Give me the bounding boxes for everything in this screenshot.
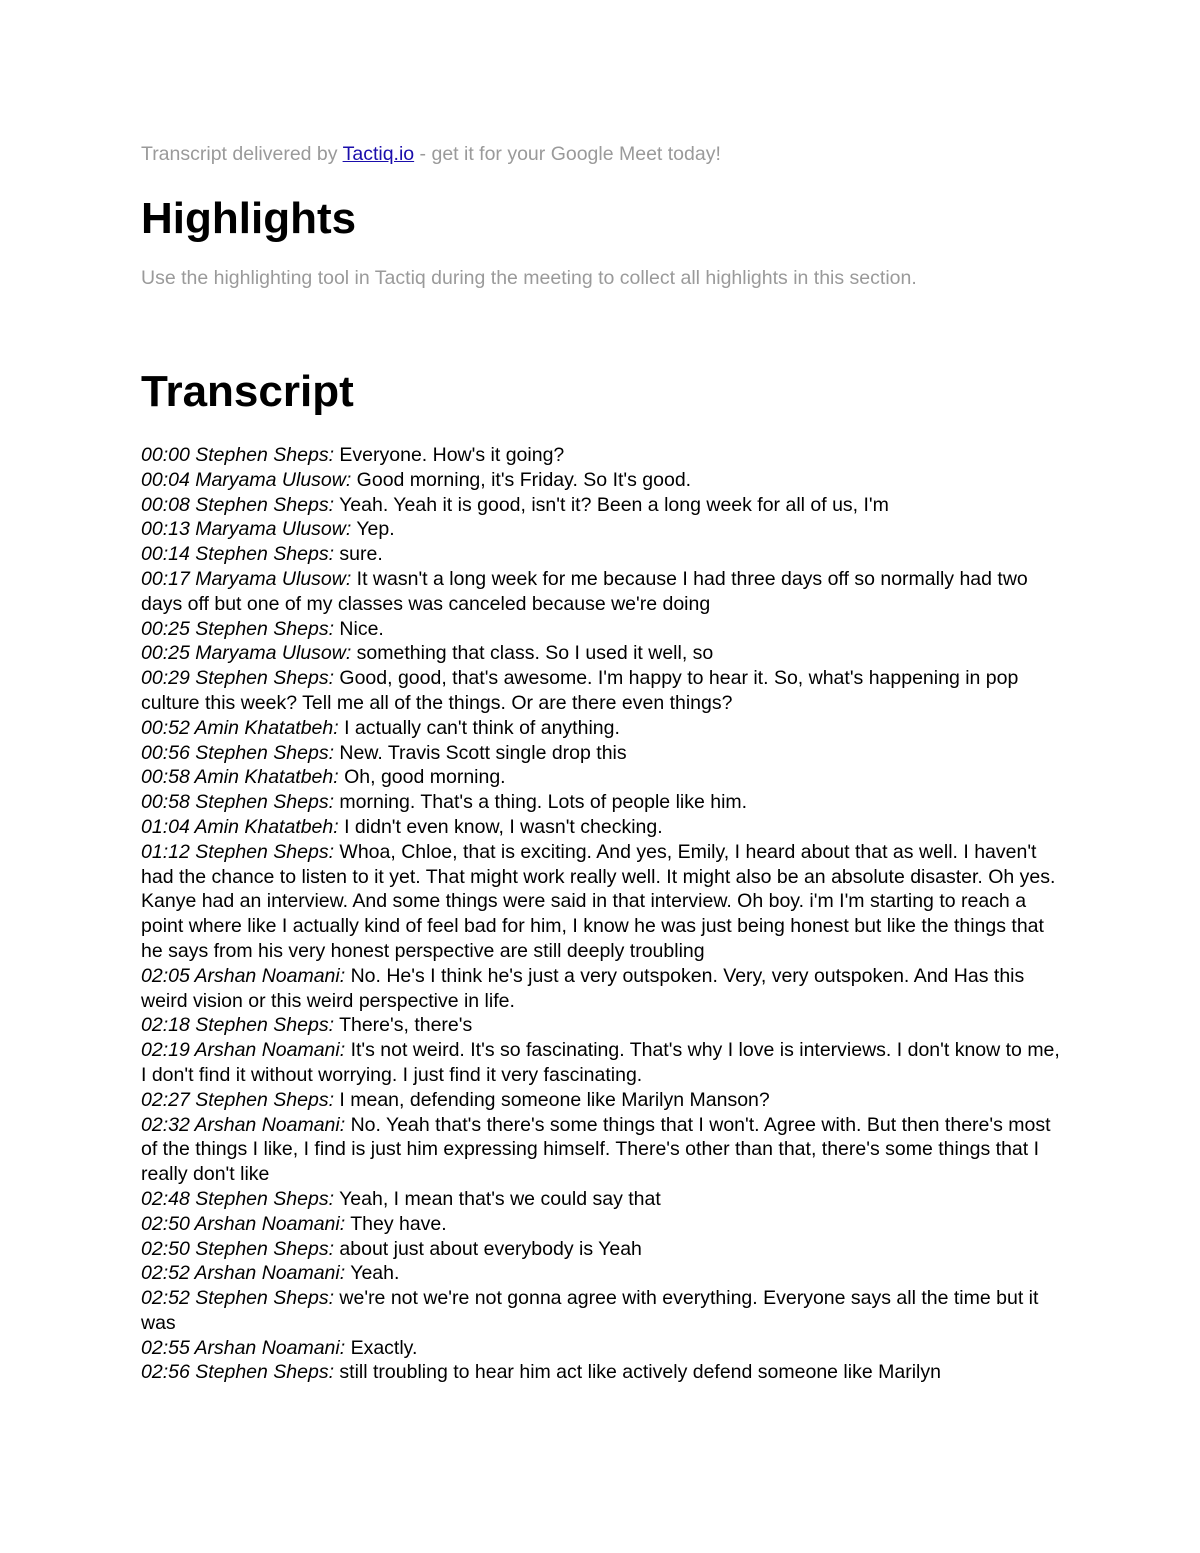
utterance-text: It wasn't a long week for me because I had three days off so normally had two days off but one of my classes was canceled because we're doing: [141, 567, 1028, 615]
delivered-by-line: [141, 140, 1061, 168]
utterance-text: I mean, defending someone like Marilyn Manson?: [334, 1088, 770, 1111]
transcript-line: [141, 1187, 1061, 1212]
transcript-line: [141, 1286, 1061, 1336]
document-page: [141, 140, 1061, 1385]
highlights-heading: Highlights: [141, 194, 357, 243]
transcript-line: [141, 443, 1061, 468]
transcript-line: [141, 567, 1061, 617]
speaker-timestamp: 02:52 Stephen Sheps:: [141, 1287, 334, 1310]
speaker-timestamp: 02:05 Arshan Noamani:: [141, 964, 346, 987]
speaker-timestamp: 00:25 Maryama Ulusow:: [141, 642, 352, 665]
transcript-line: [141, 542, 1061, 567]
speaker-timestamp: 02:18 Stephen Sheps:: [141, 1014, 334, 1037]
speaker-timestamp: 00:17 Maryama Ulusow:: [141, 567, 352, 590]
transcript-list: [141, 443, 1061, 1385]
speaker-timestamp: 00:58 Stephen Sheps:: [141, 791, 334, 814]
utterance-text: There's, there's: [334, 1014, 473, 1037]
utterance-text: I didn't even know, I wasn't checking.: [338, 815, 663, 838]
transcript-line: [141, 1013, 1061, 1038]
transcript-line: [141, 641, 1061, 666]
delivered-prefix: Transcript delivered by: [141, 143, 343, 165]
utterance-text: Exactly.: [345, 1336, 418, 1359]
tactiq-link[interactable]: Tactiq.io: [342, 143, 415, 165]
transcript-line: [141, 666, 1061, 716]
utterance-text: Good, good, that's awesome. I'm happy to hear it. So, what's happening in pop culture this week? Tell me all of the things. Or are there even things?: [141, 667, 1019, 714]
speaker-timestamp: 02:55 Arshan Noamani:: [141, 1336, 346, 1359]
transcript-line: [141, 1113, 1061, 1187]
utterance-text: New. Travis Scott single drop this: [334, 741, 627, 764]
delivered-suffix: - get it for your Google Meet today!: [414, 143, 721, 165]
speaker-timestamp: 02:19 Arshan Noamani:: [141, 1039, 346, 1062]
transcript-line: [141, 790, 1061, 815]
transcript-line: [141, 765, 1061, 790]
utterance-text: Oh, good morning.: [338, 766, 506, 789]
utterance-text: still troubling to hear him act like actively defend someone like Marilyn: [334, 1361, 941, 1384]
transcript-line: [141, 964, 1061, 1014]
speaker-timestamp: 02:52 Arshan Noamani:: [141, 1262, 346, 1285]
speaker-timestamp: 02:50 Stephen Sheps:: [141, 1237, 334, 1260]
transcript-line: [141, 840, 1061, 964]
transcript-heading: Transcript: [141, 367, 354, 416]
speaker-timestamp: 00:29 Stephen Sheps:: [141, 667, 334, 690]
speaker-timestamp: 02:27 Stephen Sheps:: [141, 1088, 334, 1111]
utterance-text: Yeah.: [345, 1262, 400, 1285]
utterance-text: They have.: [345, 1212, 447, 1235]
speaker-timestamp: 00:13 Maryama Ulusow:: [141, 518, 352, 541]
utterance-text: we're not we're not gonna agree with everything. Everyone says all the time but it was: [141, 1287, 1039, 1334]
transcript-line: [141, 1212, 1061, 1237]
utterance-text: No. He's I think he's just a very outspoken. Very, very outspoken. And Has this weird vision or this weird perspective in life.: [141, 964, 1025, 1012]
utterance-text: morning. That's a thing. Lots of people like him.: [334, 791, 748, 814]
utterance-text: No. Yeah that's there's some things that I won't. Agree with. But then there's most of the things I like, I find is just him expressing himself. There's other than that, there's some things that I really don't like: [141, 1113, 1051, 1186]
transcript-line: [141, 493, 1061, 518]
transcript-line: [141, 617, 1061, 642]
speaker-timestamp: 02:50 Arshan Noamani:: [141, 1212, 346, 1235]
transcript-line: [141, 716, 1061, 741]
speaker-timestamp: 01:12 Stephen Sheps:: [141, 840, 334, 863]
transcript-line: [141, 1038, 1061, 1088]
speaker-timestamp: 00:58 Amin Khatatbeh:: [141, 766, 339, 789]
transcript-line: [141, 1261, 1061, 1286]
utterance-text: I actually can't think of anything.: [338, 716, 620, 739]
speaker-timestamp: 02:32 Arshan Noamani:: [141, 1113, 346, 1136]
speaker-timestamp: 00:00 Stephen Sheps:: [141, 444, 334, 466]
transcript-line: [141, 1088, 1061, 1113]
utterance-text: about just about everybody is Yeah: [334, 1237, 642, 1260]
utterance-text: Nice.: [334, 617, 384, 640]
transcript-line: [141, 1237, 1061, 1262]
speaker-timestamp: 00:25 Stephen Sheps:: [141, 617, 334, 640]
utterance-text: Yep.: [351, 518, 395, 541]
transcript-line: [141, 1360, 1061, 1385]
speaker-timestamp: 00:08 Stephen Sheps:: [141, 493, 334, 516]
utterance-text: Yeah. Yeah it is good, isn't it? Been a long week for all of us, I'm: [334, 493, 889, 516]
transcript-line: [141, 741, 1061, 766]
speaker-timestamp: 01:04 Amin Khatatbeh:: [141, 815, 339, 838]
utterance-text: Everyone. How's it going?: [334, 444, 565, 466]
speaker-timestamp: 02:48 Stephen Sheps:: [141, 1187, 334, 1210]
transcript-line: [141, 815, 1061, 840]
speaker-timestamp: 02:56 Stephen Sheps:: [141, 1361, 334, 1384]
utterance-text: It's not weird. It's so fascinating. That's why I love is interviews. I don't know to me, I don't find it without worrying. I just find it very fascinating.: [141, 1039, 1060, 1086]
transcript-line: [141, 468, 1061, 493]
speaker-timestamp: 00:56 Stephen Sheps:: [141, 741, 334, 764]
utterance-text: something that class. So I used it well, so: [351, 642, 714, 665]
transcript-line: [141, 1336, 1061, 1361]
utterance-text: Yeah, I mean that's we could say that: [334, 1187, 661, 1210]
utterance-text: Whoa, Chloe, that is exciting. And yes, Emily, I heard about that as well. I haven't had the chance to listen to it yet. That might work really well. It might also be an absolute disaster. Oh yes. Kanye had an interview. And some things were said in that interview. Oh boy. i'm I'm starting to reach a point where like I actually kind of feel bad for him, I know he was just being honest but like the things that he says from his very honest perspective are still deeply troubling: [141, 840, 1056, 962]
transcript-line: [141, 517, 1061, 542]
utterance-text: sure.: [334, 543, 383, 566]
utterance-text: Good morning, it's Friday. So It's good.: [351, 468, 692, 491]
speaker-timestamp: 00:14 Stephen Sheps:: [141, 543, 334, 566]
speaker-timestamp: 00:52 Amin Khatatbeh:: [141, 716, 339, 739]
highlights-hint: Use the highlighting tool in Tactiq during the meeting to collect all highlights in this section.: [141, 267, 917, 289]
speaker-timestamp: 00:04 Maryama Ulusow:: [141, 468, 352, 491]
